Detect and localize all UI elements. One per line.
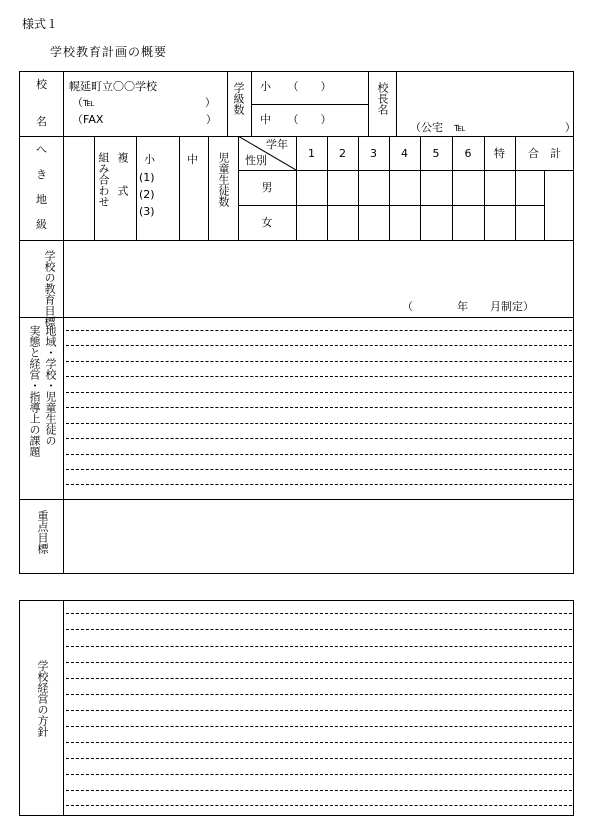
grade-col-2: 2 (339, 147, 346, 160)
policy-writing-line[interactable] (66, 629, 572, 630)
grade-header: 学年 (266, 138, 288, 151)
policy-writing-line[interactable] (66, 805, 572, 806)
grade-col-4: 4 (401, 147, 408, 160)
policy-label: 学校経営の方針 (36, 660, 49, 737)
issues-writing-line[interactable] (66, 454, 572, 455)
policy-writing-line[interactable] (66, 646, 572, 647)
grade-col-6: 6 (464, 147, 472, 160)
principal-home-tel: （公宅 ℡ ） (410, 121, 576, 134)
combined-middle: 中 (187, 153, 198, 166)
combined-item-2: (2) (139, 188, 155, 201)
goals-date: （ 年 月制定） (402, 300, 534, 313)
policy-writing-line[interactable] (66, 710, 572, 711)
policy-writing-line[interactable] (66, 662, 572, 663)
principal-label: 校長名 (376, 82, 389, 115)
remote-label-1: へ (36, 143, 47, 156)
form-number: 様式１ (22, 17, 59, 31)
issues-label-col2: 実態と経営・指導上の課題 (28, 325, 41, 457)
policy-writing-line[interactable] (66, 742, 572, 743)
grade-col-1: 1 (308, 147, 315, 160)
school-name-label-1: 校 (36, 78, 47, 91)
policy-writing-line[interactable] (66, 613, 572, 614)
school-name: 幌延町立〇〇学校 (69, 80, 157, 93)
issues-writing-line[interactable] (66, 484, 572, 485)
page-title: 学校教育計画の概要 (50, 45, 168, 59)
combined-item-1: (1) (139, 171, 155, 184)
focus-label: 重点目標 (36, 510, 49, 554)
tel-line: （℡ ） (72, 96, 216, 109)
issues-writing-line[interactable] (66, 330, 572, 331)
issues-writing-line[interactable] (66, 376, 572, 377)
policy-writing-line[interactable] (66, 678, 572, 679)
issues-writing-line[interactable] (66, 392, 572, 393)
remote-label-4: 級 (36, 218, 47, 231)
issues-writing-line[interactable] (66, 469, 572, 470)
grade-col-total: 合 計 (528, 147, 561, 160)
policy-writing-line[interactable] (66, 790, 572, 791)
combined-item-3: (3) (139, 205, 155, 218)
policy-table (19, 600, 574, 816)
issues-writing-line[interactable] (66, 407, 572, 408)
policy-writing-line[interactable] (66, 726, 572, 727)
combined-elementary: 小 (144, 153, 155, 166)
class-middle: 中 （ ） (260, 113, 332, 126)
grade-col-5: 5 (432, 147, 440, 160)
fax-line: （FAX ） (72, 113, 217, 126)
issues-writing-line[interactable] (66, 438, 572, 439)
remote-label-3: 地 (36, 193, 47, 206)
remote-label-2: き (36, 168, 47, 181)
issues-writing-line[interactable] (66, 361, 572, 362)
issues-writing-line[interactable] (66, 345, 572, 346)
gender-header: 性別 (245, 154, 267, 167)
grade-col-special: 特 (494, 147, 505, 160)
policy-writing-line[interactable] (66, 758, 572, 759)
issues-label-col1: 地域・学校・児童生徒の (44, 325, 57, 446)
school-name-label-2: 名 (36, 115, 47, 128)
policy-writing-line[interactable] (66, 694, 572, 695)
grade-col-3: 3 (370, 147, 377, 160)
combined-label-col1: 組み合わせ (97, 152, 110, 207)
issues-writing-line[interactable] (66, 423, 572, 424)
gender-row-male: 男 (261, 181, 273, 194)
combined-label-col2: 複 式 (116, 152, 129, 196)
policy-writing-line[interactable] (66, 774, 572, 775)
goals-label: 学校の教育目標 (43, 250, 56, 327)
students-label: 児童生徒数 (217, 152, 230, 207)
class-count-label: 学級数 (232, 82, 245, 115)
gender-row-female: 女 (261, 216, 273, 229)
class-elementary: 小 （ ） (260, 80, 332, 93)
